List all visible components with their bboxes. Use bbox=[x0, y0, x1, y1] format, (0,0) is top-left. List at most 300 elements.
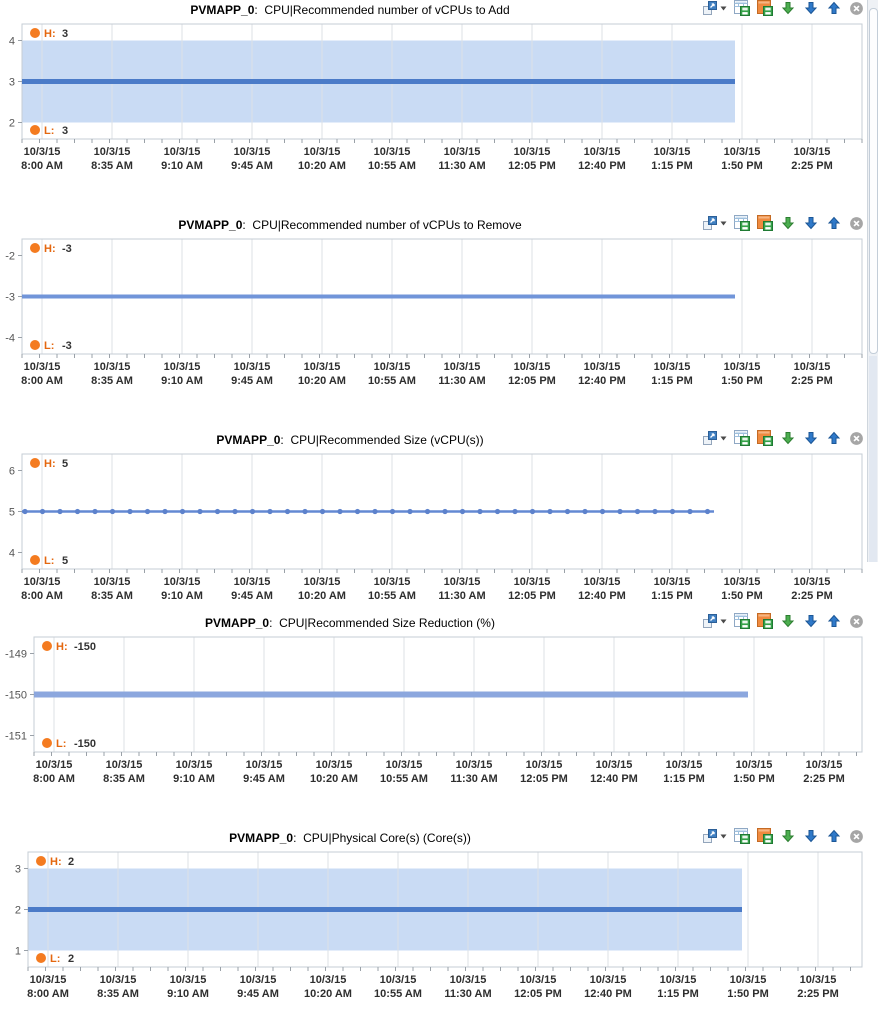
hl-dot bbox=[36, 856, 46, 866]
chart-plot-area bbox=[0, 237, 878, 389]
x-label-date: 10/3/15 bbox=[379, 974, 417, 986]
series-marker bbox=[215, 509, 220, 514]
hl-dot bbox=[30, 340, 40, 350]
save-table-icon bbox=[734, 215, 750, 231]
low-value: -3 bbox=[62, 340, 72, 352]
download-button[interactable] bbox=[780, 613, 796, 629]
series-marker bbox=[705, 509, 710, 514]
x-label-time: 8:35 AM bbox=[97, 988, 139, 1000]
series-marker bbox=[302, 509, 307, 514]
series-marker bbox=[565, 509, 570, 514]
caret-down-icon bbox=[720, 6, 727, 11]
hl-dot bbox=[36, 953, 46, 963]
caret-down-icon bbox=[720, 436, 727, 441]
blue-arrow-down-icon bbox=[803, 430, 819, 446]
y-tick-label: -3 bbox=[5, 291, 15, 304]
series-marker bbox=[670, 509, 675, 514]
series-marker bbox=[320, 509, 325, 514]
series-marker bbox=[425, 509, 430, 514]
x-label-time: 9:45 AM bbox=[231, 375, 273, 387]
x-label-time: 9:45 AM bbox=[237, 988, 279, 1000]
x-label-time: 8:35 AM bbox=[91, 590, 133, 602]
green-arrow-down-icon bbox=[780, 0, 796, 16]
x-label-date: 10/3/15 bbox=[35, 759, 73, 771]
y-tick-label: 3 bbox=[8, 76, 15, 89]
x-label-date: 10/3/15 bbox=[665, 759, 703, 771]
high-label: H: bbox=[56, 641, 68, 653]
save-table-button[interactable] bbox=[734, 430, 750, 446]
series-marker bbox=[600, 509, 605, 514]
x-label-date: 10/3/15 bbox=[233, 146, 271, 158]
x-label-time: 8:35 AM bbox=[91, 375, 133, 387]
close-button[interactable] bbox=[849, 216, 864, 231]
x-label-date: 10/3/15 bbox=[93, 361, 131, 373]
x-label-time: 10:55 AM bbox=[368, 160, 416, 172]
chart-plot-area bbox=[0, 635, 878, 787]
series-marker bbox=[22, 509, 27, 514]
x-label-date: 10/3/15 bbox=[373, 146, 411, 158]
move-up-button[interactable] bbox=[826, 0, 842, 16]
x-label-date: 10/3/15 bbox=[309, 974, 347, 986]
x-label-time: 1:15 PM bbox=[663, 773, 705, 785]
series-marker bbox=[477, 509, 482, 514]
low-label: L: bbox=[44, 125, 55, 137]
y-tick-label: -149 bbox=[4, 648, 27, 661]
download-button[interactable] bbox=[780, 430, 796, 446]
series-marker bbox=[162, 509, 167, 514]
chart-toolbar bbox=[695, 430, 864, 446]
x-label-date: 10/3/15 bbox=[595, 759, 633, 771]
chart-toolbar bbox=[695, 828, 864, 844]
high-value: 3 bbox=[62, 28, 69, 40]
download-button[interactable] bbox=[780, 828, 796, 844]
y-tick-label: -150 bbox=[4, 689, 27, 702]
save-image-icon bbox=[757, 215, 773, 231]
x-label-time: 1:15 PM bbox=[657, 988, 699, 1000]
x-label-date: 10/3/15 bbox=[583, 146, 621, 158]
low-label: L: bbox=[44, 340, 55, 352]
close-icon bbox=[849, 431, 864, 446]
hl-dot bbox=[30, 243, 40, 253]
x-label-date: 10/3/15 bbox=[799, 974, 837, 986]
close-icon bbox=[849, 829, 864, 844]
x-label-date: 10/3/15 bbox=[373, 576, 411, 588]
scrollbar-track-lower bbox=[869, 356, 877, 562]
chart-title bbox=[0, 828, 700, 845]
x-label-time: 8:00 AM bbox=[33, 773, 75, 785]
x-label-date: 10/3/15 bbox=[589, 974, 627, 986]
hl-dot bbox=[42, 641, 52, 651]
blue-arrow-up-icon bbox=[826, 828, 842, 844]
x-label-time: 12:05 PM bbox=[508, 375, 556, 387]
blue-arrow-down-icon bbox=[803, 828, 819, 844]
y-tick-label: 2 bbox=[8, 117, 15, 130]
x-label-time: 11:30 AM bbox=[444, 988, 492, 1000]
low-value: 3 bbox=[62, 125, 69, 137]
x-label-time: 12:40 PM bbox=[590, 773, 638, 785]
high-label: H: bbox=[44, 243, 56, 255]
blue-arrow-up-icon bbox=[826, 0, 842, 16]
x-label-time: 12:05 PM bbox=[514, 988, 562, 1000]
save-table-icon bbox=[734, 613, 750, 629]
x-label-date: 10/3/15 bbox=[805, 759, 843, 771]
chart-title-metric: CPU|Recommended Size (vCPU(s)) bbox=[290, 433, 484, 447]
x-label-time: 12:40 PM bbox=[578, 375, 626, 387]
x-label-date: 10/3/15 bbox=[519, 974, 557, 986]
series-marker bbox=[617, 509, 622, 514]
save-image-icon bbox=[757, 613, 773, 629]
x-label-time: 2:25 PM bbox=[797, 988, 839, 1000]
x-label-date: 10/3/15 bbox=[163, 146, 201, 158]
hl-dot bbox=[30, 28, 40, 38]
chart-title-separator: : bbox=[293, 831, 304, 845]
blue-arrow-down-icon bbox=[803, 215, 819, 231]
x-label-date: 10/3/15 bbox=[105, 759, 143, 771]
x-label-date: 10/3/15 bbox=[525, 759, 563, 771]
chart-svg bbox=[0, 237, 878, 389]
blue-arrow-down-icon bbox=[803, 0, 819, 16]
y-tick-label: -4 bbox=[5, 332, 15, 345]
x-label-time: 8:00 AM bbox=[27, 988, 69, 1000]
x-label-time: 8:00 AM bbox=[21, 160, 63, 172]
save-table-icon bbox=[734, 430, 750, 446]
x-label-date: 10/3/15 bbox=[373, 361, 411, 373]
chart-panel-5 bbox=[0, 828, 878, 1004]
chart-title-app: PVMAPP_0 bbox=[190, 3, 255, 17]
caret-down-icon bbox=[720, 834, 727, 839]
hl-dot bbox=[30, 458, 40, 468]
green-arrow-down-icon bbox=[780, 430, 796, 446]
x-label-time: 10:20 AM bbox=[298, 590, 346, 602]
chart-plot-area bbox=[0, 850, 878, 1002]
x-label-time: 1:50 PM bbox=[721, 160, 763, 172]
y-tick-label: 4 bbox=[8, 35, 15, 48]
hl-dot bbox=[42, 738, 52, 748]
x-label-date: 10/3/15 bbox=[29, 974, 67, 986]
chart-title-metric: CPU|Recommended Size Reduction (%) bbox=[279, 616, 495, 630]
close-button[interactable] bbox=[849, 614, 864, 629]
series-marker bbox=[390, 509, 395, 514]
save-image-button[interactable] bbox=[757, 828, 773, 844]
x-label-date: 10/3/15 bbox=[653, 361, 691, 373]
chart-toolbar bbox=[695, 0, 864, 16]
x-label-date: 10/3/15 bbox=[175, 759, 213, 771]
x-label-date: 10/3/15 bbox=[93, 576, 131, 588]
y-tick-label: 4 bbox=[8, 547, 15, 560]
close-icon bbox=[849, 614, 864, 629]
chart-panel-4 bbox=[0, 613, 878, 789]
series-marker bbox=[582, 509, 587, 514]
y-tick-label: 5 bbox=[8, 506, 15, 519]
save-table-button[interactable] bbox=[734, 215, 750, 231]
series-marker bbox=[355, 509, 360, 514]
hl-dot bbox=[30, 125, 40, 135]
chart-title bbox=[0, 430, 700, 447]
series-marker bbox=[442, 509, 447, 514]
chart-toolbar bbox=[695, 613, 864, 629]
chart-title-metric: CPU|Recommended number of vCPUs to Remove bbox=[252, 218, 522, 232]
chart-title bbox=[0, 613, 700, 630]
chart-title-separator: : bbox=[242, 218, 253, 232]
chart-panel-2 bbox=[0, 215, 878, 391]
x-label-time: 10:55 AM bbox=[368, 375, 416, 387]
chart-header bbox=[0, 613, 878, 633]
low-label: L: bbox=[44, 555, 55, 567]
series-marker bbox=[250, 509, 255, 514]
close-button[interactable] bbox=[849, 829, 864, 844]
move-up-button[interactable] bbox=[826, 828, 842, 844]
series-marker bbox=[337, 509, 342, 514]
popout-icon bbox=[702, 215, 718, 231]
green-arrow-down-icon bbox=[780, 828, 796, 844]
x-label-time: 9:45 AM bbox=[243, 773, 285, 785]
caret-down-icon bbox=[720, 221, 727, 226]
chart-title-separator: : bbox=[280, 433, 291, 447]
save-table-button[interactable] bbox=[734, 613, 750, 629]
save-table-button[interactable] bbox=[734, 0, 750, 16]
x-label-date: 10/3/15 bbox=[233, 361, 271, 373]
x-label-time: 2:25 PM bbox=[791, 590, 833, 602]
chart-svg bbox=[0, 635, 878, 787]
x-label-time: 1:15 PM bbox=[651, 160, 693, 172]
x-label-date: 10/3/15 bbox=[233, 576, 271, 588]
x-label-time: 9:45 AM bbox=[231, 160, 273, 172]
chart-title-metric: CPU|Physical Core(s) (Core(s)) bbox=[303, 831, 471, 845]
y-tick-label: 6 bbox=[8, 465, 15, 478]
move-down-button[interactable] bbox=[803, 0, 819, 16]
x-label-time: 12:05 PM bbox=[508, 160, 556, 172]
chart-title bbox=[0, 0, 700, 17]
x-label-date: 10/3/15 bbox=[793, 146, 831, 158]
x-label-date: 10/3/15 bbox=[659, 974, 697, 986]
x-label-date: 10/3/15 bbox=[163, 361, 201, 373]
series-marker bbox=[512, 509, 517, 514]
chart-title-app: PVMAPP_0 bbox=[216, 433, 281, 447]
x-label-time: 1:50 PM bbox=[733, 773, 775, 785]
series-marker bbox=[635, 509, 640, 514]
x-label-time: 9:10 AM bbox=[161, 160, 203, 172]
x-label-date: 10/3/15 bbox=[99, 974, 137, 986]
download-button[interactable] bbox=[780, 215, 796, 231]
series-marker bbox=[652, 509, 657, 514]
chart-title-separator: : bbox=[254, 3, 265, 17]
chart-title-app: PVMAPP_0 bbox=[229, 831, 294, 845]
x-label-time: 1:50 PM bbox=[721, 590, 763, 602]
green-arrow-down-icon bbox=[780, 215, 796, 231]
move-down-button[interactable] bbox=[803, 430, 819, 446]
x-label-date: 10/3/15 bbox=[449, 974, 487, 986]
popout-icon bbox=[702, 613, 718, 629]
x-label-time: 8:35 AM bbox=[91, 160, 133, 172]
chart-svg bbox=[0, 452, 878, 604]
save-image-button[interactable] bbox=[757, 430, 773, 446]
high-value: 2 bbox=[68, 856, 75, 868]
x-label-time: 10:20 AM bbox=[304, 988, 352, 1000]
y-tick-label: 2 bbox=[14, 904, 21, 917]
chart-svg bbox=[0, 22, 878, 174]
caret-down-icon bbox=[720, 619, 727, 624]
x-label-time: 8:00 AM bbox=[21, 375, 63, 387]
chart-title-app: PVMAPP_0 bbox=[205, 616, 270, 630]
x-label-date: 10/3/15 bbox=[653, 146, 691, 158]
move-down-button[interactable] bbox=[803, 828, 819, 844]
x-label-date: 10/3/15 bbox=[443, 146, 481, 158]
x-label-time: 9:10 AM bbox=[167, 988, 209, 1000]
x-label-time: 1:50 PM bbox=[727, 988, 769, 1000]
x-label-time: 9:10 AM bbox=[161, 590, 203, 602]
chart-title bbox=[0, 215, 700, 232]
x-label-time: 10:20 AM bbox=[310, 773, 358, 785]
series-marker bbox=[57, 509, 62, 514]
series-marker bbox=[180, 509, 185, 514]
x-label-time: 12:05 PM bbox=[520, 773, 568, 785]
x-label-time: 11:30 AM bbox=[438, 590, 486, 602]
save-table-icon bbox=[734, 0, 750, 16]
series-marker bbox=[232, 509, 237, 514]
move-up-button[interactable] bbox=[826, 215, 842, 231]
save-image-button[interactable] bbox=[757, 215, 773, 231]
x-label-date: 10/3/15 bbox=[93, 146, 131, 158]
chart-panel-3 bbox=[0, 430, 878, 606]
x-label-date: 10/3/15 bbox=[303, 146, 341, 158]
x-label-date: 10/3/15 bbox=[513, 361, 551, 373]
x-label-time: 10:55 AM bbox=[368, 590, 416, 602]
chart-title-app: PVMAPP_0 bbox=[178, 218, 243, 232]
low-value: 2 bbox=[68, 953, 75, 965]
chart-header bbox=[0, 0, 878, 20]
x-label-time: 10:20 AM bbox=[298, 160, 346, 172]
x-label-time: 9:10 AM bbox=[173, 773, 215, 785]
x-label-date: 10/3/15 bbox=[163, 576, 201, 588]
x-label-time: 1:15 PM bbox=[651, 590, 693, 602]
x-label-date: 10/3/15 bbox=[245, 759, 283, 771]
save-image-button[interactable] bbox=[757, 0, 773, 16]
popout-menu-button[interactable] bbox=[702, 430, 727, 446]
popout-icon bbox=[702, 828, 718, 844]
x-label-time: 9:45 AM bbox=[231, 590, 273, 602]
chart-title-separator: : bbox=[269, 616, 280, 630]
popout-icon bbox=[702, 0, 718, 16]
x-label-time: 1:15 PM bbox=[651, 375, 693, 387]
x-label-date: 10/3/15 bbox=[513, 576, 551, 588]
x-label-date: 10/3/15 bbox=[513, 146, 551, 158]
x-label-date: 10/3/15 bbox=[303, 361, 341, 373]
chart-plot-area bbox=[0, 452, 878, 604]
high-value: -150 bbox=[74, 641, 97, 653]
x-label-time: 2:25 PM bbox=[791, 375, 833, 387]
x-label-time: 12:05 PM bbox=[508, 590, 556, 602]
x-label-date: 10/3/15 bbox=[23, 146, 61, 158]
chart-toolbar bbox=[695, 215, 864, 231]
series-marker bbox=[40, 509, 45, 514]
move-down-button[interactable] bbox=[803, 613, 819, 629]
chart-header bbox=[0, 215, 878, 235]
x-label-time: 12:40 PM bbox=[578, 590, 626, 602]
x-label-time: 11:30 AM bbox=[438, 160, 486, 172]
y-tick-label: 3 bbox=[14, 863, 21, 876]
popout-menu-button[interactable] bbox=[702, 0, 727, 16]
x-label-date: 10/3/15 bbox=[653, 576, 691, 588]
chart-panel-1 bbox=[0, 0, 878, 176]
series-marker bbox=[110, 509, 115, 514]
x-label-time: 8:35 AM bbox=[103, 773, 145, 785]
series-marker bbox=[75, 509, 80, 514]
x-label-date: 10/3/15 bbox=[239, 974, 277, 986]
series-marker bbox=[197, 509, 202, 514]
series-marker bbox=[460, 509, 465, 514]
series-marker bbox=[372, 509, 377, 514]
high-value: 5 bbox=[62, 458, 69, 470]
save-table-icon bbox=[734, 828, 750, 844]
popout-icon bbox=[702, 430, 718, 446]
high-label: H: bbox=[44, 28, 56, 40]
close-button[interactable] bbox=[849, 431, 864, 446]
download-button[interactable] bbox=[780, 0, 796, 16]
chart-header bbox=[0, 828, 878, 848]
x-label-time: 11:30 AM bbox=[450, 773, 498, 785]
series-marker bbox=[530, 509, 535, 514]
series-marker bbox=[407, 509, 412, 514]
scrollbar[interactable] bbox=[867, 0, 878, 562]
y-tick-label: -151 bbox=[4, 730, 27, 743]
x-label-time: 11:30 AM bbox=[438, 375, 486, 387]
move-up-button[interactable] bbox=[826, 613, 842, 629]
save-image-button[interactable] bbox=[757, 613, 773, 629]
x-label-time: 2:25 PM bbox=[791, 160, 833, 172]
x-label-date: 10/3/15 bbox=[583, 576, 621, 588]
x-label-date: 10/3/15 bbox=[443, 361, 481, 373]
series-marker bbox=[145, 509, 150, 514]
x-label-date: 10/3/15 bbox=[735, 759, 773, 771]
x-label-date: 10/3/15 bbox=[455, 759, 493, 771]
y-tick-label: 1 bbox=[14, 945, 21, 958]
save-table-button[interactable] bbox=[734, 828, 750, 844]
series-marker bbox=[687, 509, 692, 514]
popout-menu-button[interactable] bbox=[702, 613, 727, 629]
x-label-date: 10/3/15 bbox=[583, 361, 621, 373]
green-arrow-down-icon bbox=[780, 613, 796, 629]
close-button[interactable] bbox=[849, 1, 864, 16]
x-label-date: 10/3/15 bbox=[793, 361, 831, 373]
x-label-date: 10/3/15 bbox=[23, 361, 61, 373]
x-label-date: 10/3/15 bbox=[303, 576, 341, 588]
blue-arrow-up-icon bbox=[826, 215, 842, 231]
x-label-time: 2:25 PM bbox=[803, 773, 845, 785]
x-label-time: 12:40 PM bbox=[578, 160, 626, 172]
save-image-icon bbox=[757, 0, 773, 16]
chart-svg bbox=[0, 850, 878, 1002]
popout-menu-button[interactable] bbox=[702, 828, 727, 844]
series-marker bbox=[547, 509, 552, 514]
low-value: -150 bbox=[74, 738, 97, 750]
series-marker bbox=[127, 509, 132, 514]
x-label-time: 10:55 AM bbox=[380, 773, 428, 785]
chart-plot-area bbox=[0, 22, 878, 174]
move-down-button[interactable] bbox=[803, 215, 819, 231]
x-label-date: 10/3/15 bbox=[723, 576, 761, 588]
x-label-date: 10/3/15 bbox=[729, 974, 767, 986]
x-label-date: 10/3/15 bbox=[723, 361, 761, 373]
y-tick-label: -2 bbox=[5, 250, 15, 263]
x-label-time: 10:20 AM bbox=[298, 375, 346, 387]
x-label-date: 10/3/15 bbox=[23, 576, 61, 588]
scrollbar-thumb[interactable] bbox=[869, 8, 878, 354]
popout-menu-button[interactable] bbox=[702, 215, 727, 231]
move-up-button[interactable] bbox=[826, 430, 842, 446]
close-icon bbox=[849, 216, 864, 231]
save-image-icon bbox=[757, 828, 773, 844]
series-marker bbox=[267, 509, 272, 514]
